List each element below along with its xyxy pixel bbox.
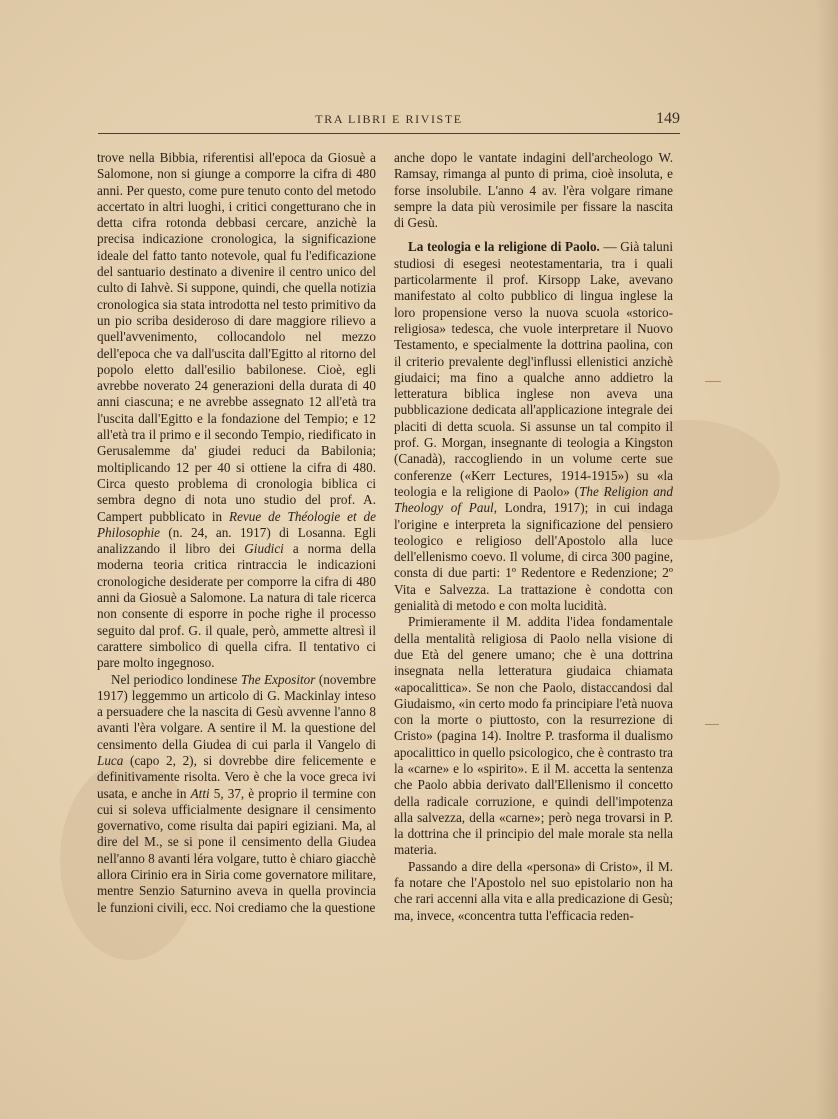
paragraph: Primieramente il M. addita l'idea fondamentale della mentalità religiosa di Paolo nella visione di due Età del genere umano; che è una dottrina insegnata nella letteratura giudaica chiamata «apocalittica». Se non che Paolo, distaccandosi dal Giudaismo, «in certo modo fa principiare l'età nuova con la morte o piuttosto, con la resurrezione di Cristo» (pagina 14). Inoltre P. trasforma il dualismo apocalittico in quello psicologico, che è contrasto tra la «carne» e lo «spirito». E il M. accetta la sentenza che Paolo abbia derivato dall'Ellenismo il concetto della radicale corruzione, e quindi dell'impotenza alla salvezza, della «carne»; però nega trovarsi in P. la dottrina che il principio del male morale sta nella materia.	[394, 614, 673, 858]
journal-title: Revue de Théologie et de Philosophie	[97, 508, 376, 540]
paragraph	[97, 672, 376, 916]
paragraph: anche dopo le vantate indagini dell'archeologo W. Ramsay, rimanga al punto di prima, cioè insoluta, e forse insolubile. L'anno 4 av. l'èra volgare rimane sempre la data più verosimile per fissare la nascita di Gesù.	[394, 150, 673, 231]
book-title: Atti	[190, 785, 210, 801]
margin-mark	[705, 724, 719, 725]
right-column	[394, 150, 673, 924]
page-edge-shadow	[816, 0, 838, 1119]
section-title: La teologia e la religione di Paolo.	[408, 239, 600, 255]
journal-title: The Expositor	[240, 671, 316, 687]
book-title: Giudici	[244, 541, 284, 557]
text-run: , Londra, 1917); in cui indaga l'origine e interpreta la significazione del pensiero teologico e religioso dell'Apostolo alla luce dell'ellenismo coevo. Il volume, di circa 300 pagine, consta di due parti: 1º Redentore e Redenzione; 2º Vita e Salvezza. La trattazione è condotta con genialità di metodo e con molta lucidità.	[394, 500, 673, 614]
page-header	[98, 112, 680, 132]
text-run: (n. 24, an. 1917) di Losanna. Egli analizzando il libro dei	[97, 524, 376, 557]
paragraph	[394, 239, 673, 614]
text-run: a norma della moderna teoria critica rintraccia le indicazioni cronologiche desiderate per comporre la cifra di 480 anni da Giosuè a Salomone. La natura di tale ricerca non consente di esporre in poche righe il processo seguito dal prof. G. il quale, però, ammette altresì il carattere simbolico di quella cifra. Il tentativo ci pare molto ingegnoso.	[97, 541, 376, 671]
page-number: 149	[656, 110, 680, 127]
book-title: Luca	[97, 752, 124, 768]
text-run: (capo 2, 2), si dovrebbe dire felicemente e definitivamente risolta. Vero è che la voce greca ivi usata, e anche in	[97, 752, 376, 801]
text-run: 5, 37, è proprio il termine con cui si soleva ufficialmente designare il censimento governativo, come risulta dai papiri egiziani. Ma, al dire del M., se si pone il censimento della Giudea nell'anno 8 avanti léra volgare, tutto è chiaro giacchè allora Cirinio era in Siria come governatore militare, mentre Senzio Saturnino aveva in quella provincia le funzioni civili, ecc. Noi crediamo che la questione	[97, 785, 376, 915]
paragraph	[97, 150, 376, 672]
text-run: trove nella Bibbia, riferentisi all'epoca da Giosuè a Salomone, non si giunge a comporre la cifra di 480 anni. Per questo, come pure tenuto conto del metodo accertato in altri luoghi, i critici congetturano che in detta cifra rotonda debbasi cercare, anzichè la precisa indicazione cronologica, la significazione ideale del fatto tanto notevole, qual fu l'edificazione del santuario destinato a divenire il centro unico del culto di Iahvè. Si suppone, quindi, che quella notizia cronologica sia stata introdotta nel testo primitivo da un pio scriba desideroso di dare maggiore rilievo a quell'avvenimento, collocandolo nel mezzo dell'epoca che va dall'uscita dall'Egitto al ritorno del popolo eletto dall'esilio babilonese. Cioè, egli avrebbe noverato 24 generazioni della durata di 40 anni ciascuna; e ne avrebbe assegnato 12 all'età tra l'uscita dall'Egitto e la fondazione del Tempio; e 12 all'età tra il primo e il secondo Tempio, riedificato in Gerusalemme da' giudei reduci da Babilonia; moltiplicando 12 per 40 si ottiene la cifra di 480. Circa questo problema di cronologia biblica ci sembra degno di nota uno studio del prof. A. Campert pubblicato in	[97, 150, 376, 524]
left-column	[97, 150, 376, 916]
text-run: Nel periodico londinese	[111, 671, 241, 687]
margin-mark	[705, 381, 721, 382]
running-head: TRA LIBRI E RIVISTE	[315, 112, 463, 126]
book-title: The Religion and Theology of Paul	[394, 483, 673, 516]
header-rule	[98, 133, 680, 134]
text-run: (novembre 1917) leggemmo un articolo di G. Mackinlay inteso a persuadere che la nascita di Gesù avvenne l'anno 8 avanti l'èra volgare. A sentire il M. la questione del censimento della Giudea di cui parla il Vangelo di	[97, 671, 376, 752]
text-run: — Già taluni studiosi di esegesi neotestamentaria, tra i quali particolarmente il prof. Kirsopp Lake, avevano manifestato al colto pubblico di lingua inglese la loro propensione verso la nuova scuola «storico-religiosa» tedesca, che vuole interpretare il Nuovo Testamento, e specialmente la dottrina paolina, con il criterio prevalente degl'influssi ellenistici anzichè giudaici; ma fino a qualche anno addietro la letteratura biblica inglese non aveva una pubblicazione dedicata all'applicazione integrale dei placiti di detta scuola. Si assunse un tal compito il prof. G. Morgan, insegnante di teologia a Kingston (Canadà), raccogliendo in un volume certe sue conferenze («Kerr Lectures, 1914-1915») su «la teologia e la religione di Paolo» (	[394, 239, 673, 499]
paragraph: Passando a dire della «persona» di Cristo», il M. fa notare che l'Apostolo nel suo epistolario non ha che rari accenni alla vita e alla predicazione di Gesù; ma, invece, «concentra tutta l'efficacia reden-	[394, 858, 673, 923]
